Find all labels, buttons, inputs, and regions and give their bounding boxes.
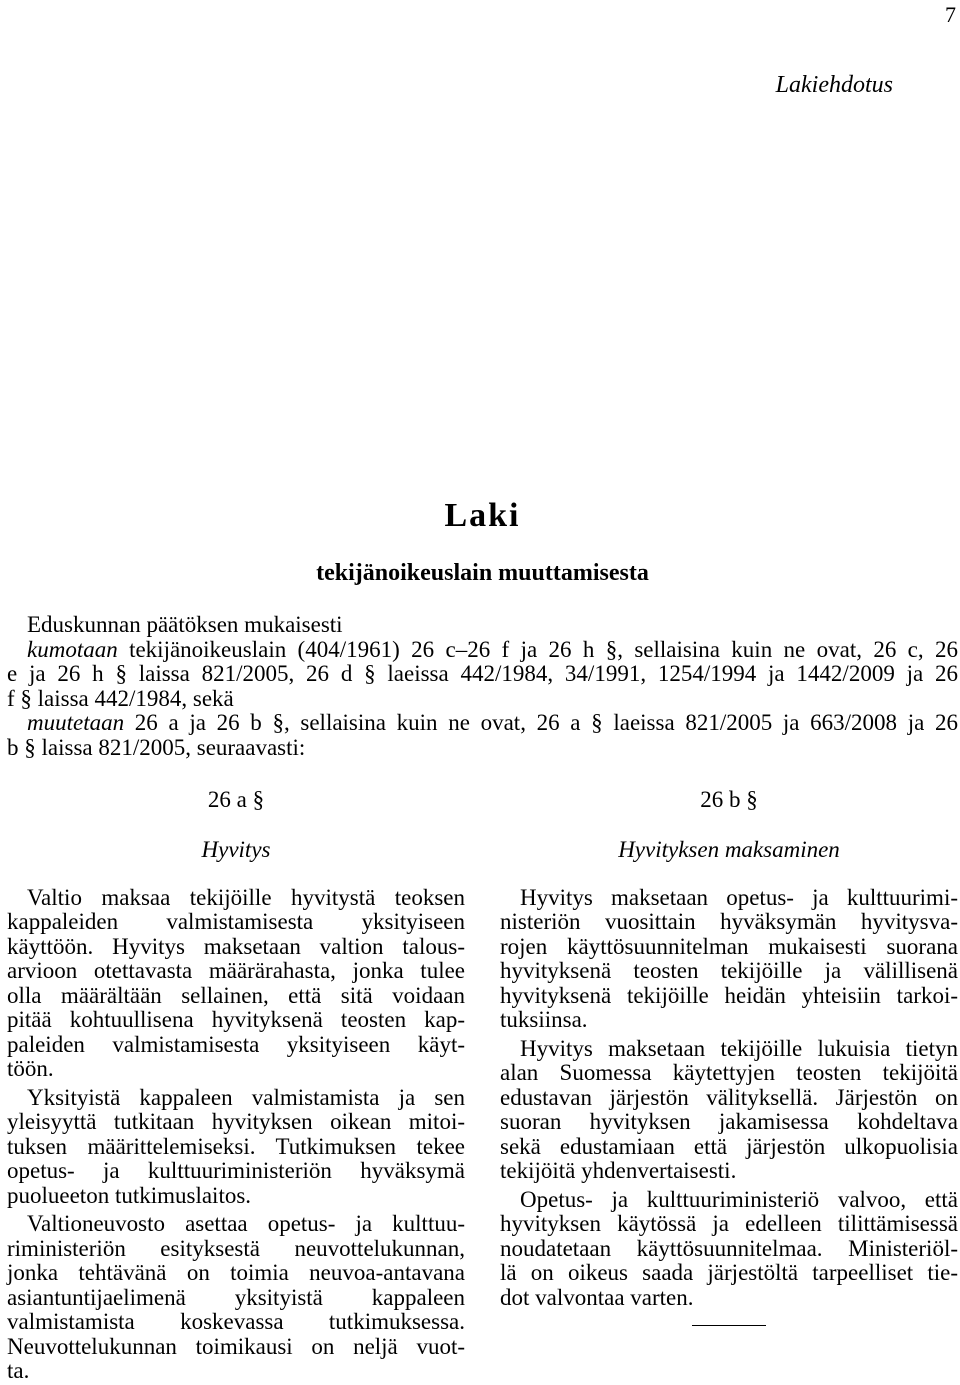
paragraph-line: jonka tehtävänä on toimia neuvoa-antavana <box>7 1260 465 1285</box>
paragraph-line: edustavan järjestön välityksellä. Järjestön on <box>500 1084 958 1110</box>
paragraph-line: yleisyyttä tutkitaan hyvityksen oikean mitoi- <box>7 1109 465 1134</box>
paragraph-line: tuksen määrittelemiseksi. Tutkimuksen tekee <box>7 1133 465 1159</box>
paragraph-line: nisteriön vuosittain hyväksymän hyvitysva- <box>500 909 958 934</box>
paragraph-line: opetus- ja kulttuuriministeriön hyväksymä <box>7 1158 465 1183</box>
paragraph-line: Neuvottelukunnan toimikausi on neljä vuot- <box>7 1333 465 1359</box>
paragraph-line: lä on oikeus saada järjestöltä tarpeelliset tie- <box>500 1260 958 1285</box>
enacting-clause <box>7 613 958 760</box>
paragraph-line: Opetus- ja kulttuuriministeriö valvoo, että <box>520 1186 958 1212</box>
amend-text: 26 a ja 26 b §, sellaisina kuin ne ovat, 26 a § laeissa 821/2005 ja 663/2008 ja 26 <box>134 710 959 735</box>
section-heading: Hyvityksen maksaminen <box>618 837 840 862</box>
section-paragraph <box>500 886 958 1033</box>
paragraph-line: Yksityistä kappaleen valmistamista ja sen <box>27 1084 465 1110</box>
amend-keyword: muutetaan <box>27 710 125 735</box>
amend-line <box>7 711 958 736</box>
section-number: 26 b § <box>700 787 758 812</box>
paragraph-line: dot valvontaa varten. <box>500 1284 694 1310</box>
paragraph-line: puolueeton tutkimuslaitos. <box>7 1182 252 1208</box>
paragraph-line: Valtio maksaa tekijöille hyvitystä teoksen <box>27 884 465 910</box>
paragraph-line: olla määrältään sellainen, että sitä voidaan <box>7 982 465 1008</box>
preamble: Eduskunnan päätöksen mukaisesti <box>27 612 343 637</box>
paragraph-line: tuksiinsa. <box>500 1007 588 1032</box>
paragraph-line: sekä edustamiaan että järjestön ulkopuolisia <box>500 1133 958 1159</box>
section-body <box>500 886 958 1311</box>
paragraph-line: arvioon otettavasta määrärahasta, jonka tulee <box>7 958 465 983</box>
paragraph-line: noudatetaan käyttösuunnitelmaa. Ministeriöl- <box>500 1235 958 1261</box>
section-paragraph <box>7 886 465 1082</box>
paragraph-line: hyvityksenä tekijöille heidän yhteisiin tarkoi- <box>500 982 958 1008</box>
section-body <box>7 886 465 1384</box>
section-number: 26 a § <box>207 787 265 812</box>
paragraph-line: Valtioneuvosto asettaa opetus- ja kulttuu- <box>27 1211 465 1236</box>
section-26b <box>500 788 958 1310</box>
section-heading: Hyvitys <box>201 837 271 862</box>
end-rule <box>692 1325 766 1326</box>
paragraph-line: Hyvitys maksetaan tekijöille lukuisia tietyn <box>520 1035 958 1061</box>
paragraph-line: asiantuntijaelimenä yksityistä kappaleen <box>7 1284 465 1310</box>
section-paragraph <box>500 1188 958 1311</box>
repeal-line: f § laissa 442/1984, sekä <box>7 685 234 711</box>
paragraph-line: hyvityksenä teosten tekijöille ja välillisenä <box>500 958 958 983</box>
section-paragraph <box>7 1086 465 1209</box>
section-26a <box>7 788 465 1384</box>
repeal-keyword: kumotaan <box>27 636 118 662</box>
amend-line: b § laissa 821/2005, seuraavasti: <box>7 734 306 760</box>
paragraph-line: paleiden valmistamisesta yksityiseen käyt- <box>7 1031 465 1057</box>
section-paragraph <box>500 1037 958 1184</box>
paragraph-line: tekijöitä yhdenvertaisesti. <box>500 1158 737 1183</box>
paragraph-line: alan Suomessa käytettyjen teosten tekijöitä <box>500 1060 958 1085</box>
page-number: 7 <box>945 2 956 27</box>
paragraph-line: valmistamista koskevassa tutkimuksessa. <box>7 1309 465 1334</box>
law-subtitle: tekijänoikeuslain muuttamisesta <box>316 560 649 586</box>
paragraph-line: rojen käyttösuunnitelman mukaisesti suorana <box>500 933 958 959</box>
paragraph-line: kappaleiden valmistamisesta yksityiseen <box>7 909 465 934</box>
paragraph-line: riministeriön esityksestä neuvottelukunnan, <box>7 1235 465 1261</box>
paragraph-line: suoran hyvityksen jakamisessa kohdeltava <box>500 1109 958 1134</box>
paragraph-line: käyttöön. Hyvitys maksetaan valtion talous- <box>7 933 465 959</box>
document-label: Lakiehdotus <box>775 72 893 98</box>
paragraph-line: hyvityksen käytössä ja edelleen tilittämisessä <box>500 1211 958 1236</box>
section-paragraph <box>7 1212 465 1384</box>
paragraph-line: Hyvitys maksetaan opetus- ja kulttuurimi- <box>520 884 958 910</box>
paragraph-line: töön. <box>7 1056 54 1081</box>
paragraph-line: ta. <box>7 1358 30 1383</box>
repeal-line <box>7 638 958 663</box>
paragraph-line: pitää kohtuullisena hyvityksenä teosten kap- <box>7 1007 465 1032</box>
law-title: Laki <box>444 497 521 534</box>
repeal-line: e ja 26 h § laissa 821/2005, 26 d § laeissa 442/1984, 34/1991, 1254/1994 ja 1442/2009 ja 26 <box>7 661 958 686</box>
repeal-text: tekijänoikeuslain (404/1961) 26 c–26 f ja 26 h §, sellaisina kuin ne ovat, 26 c, 26 <box>129 636 958 662</box>
